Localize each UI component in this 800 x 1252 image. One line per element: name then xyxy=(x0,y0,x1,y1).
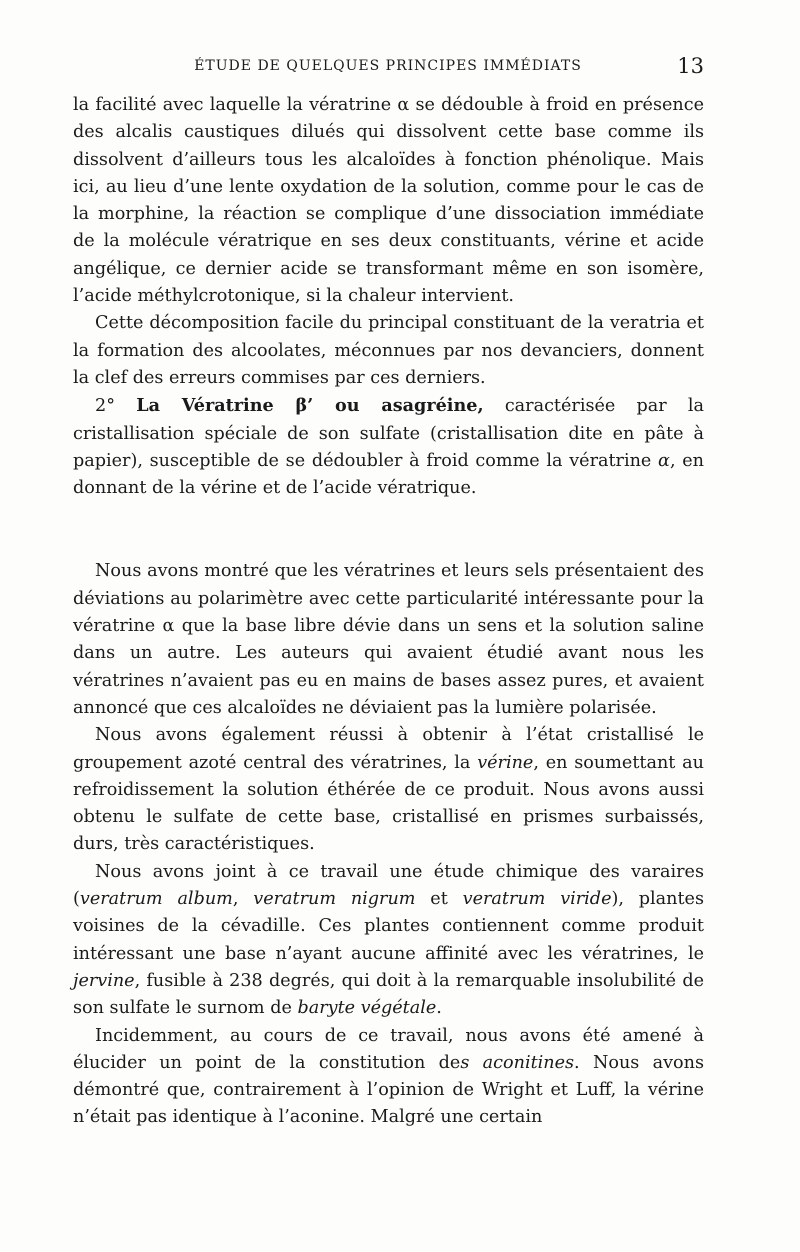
italic-term-baryte: baryte végétale xyxy=(297,998,437,1019)
section-gap xyxy=(73,502,704,558)
text-run: . xyxy=(436,998,442,1019)
paragraph-asagreine xyxy=(73,392,704,502)
text-run: , xyxy=(232,889,254,910)
text-run: et xyxy=(415,889,463,910)
text-run: Nous avons également réussi à obtenir à l’état cristallisé le groupement azoté central des vératrines, la xyxy=(73,725,704,773)
paragraph-aconitines xyxy=(73,1023,704,1132)
text-run: Incidemment, au cours de ce travail, nous avons été amené à élucider un point de la constitution de xyxy=(73,1025,704,1073)
text-run: Nous avons joint à ce travail une étude chimique des varaires ( xyxy=(73,861,704,910)
paragraph-continued: la facilité avec laquelle la vératrine α se dédouble à froid en présence des alcalis caustiques dilués qui dissolvent cette base comme ils dissolvent d’ailleurs tous les alcaloïdes à fonction phénolique. Mais ici, au lieu d’une lente oxydation de la solution, comme pour le cas de la morphine, la réaction se complique d’une dissociation immédiate de la molécule vératrique en ses deux constituants, vérine et acide angélique, ce dernier acide se transformant même en son isomère, l’acide méthylcrotonique, si la chaleur intervient. xyxy=(73,95,704,307)
running-head xyxy=(72,56,704,80)
italic-term-aconitines: s aconitines xyxy=(460,1052,575,1073)
paragraph-decomposition: Cette décomposition facile du principal constituant de la veratria et la formation des alcoolates, méconnues par nos devanciers, donnent la clef des erreurs commises par ces derniers. xyxy=(73,313,704,388)
italic-term-viride: veratrum viride xyxy=(462,889,612,910)
italic-term-album: veratrum album xyxy=(79,889,233,910)
italic-term-jervine: jervine xyxy=(73,970,135,991)
text-run: , en soumettant au refroidissement la solution éthérée de ce produit. Nous avons aussi obtenu le sulfate de cette base, cristallisé en prismes surbaissés, durs, très caractéristiques. xyxy=(73,752,704,855)
italic-term-nigrum: veratrum nigrum xyxy=(253,889,416,910)
running-title: ÉTUDE DE QUELQUES PRINCIPES IMMÉDIATS xyxy=(194,58,582,74)
item-text-a: caractérisée par la cristallisation spéciale de son sulfate (cristallisation dite en pâte à papier), susceptible de se dédoubler à froid comme la vératrine xyxy=(73,396,705,471)
item-number: 2° xyxy=(95,396,115,417)
item-text-b: , en donnant de la vérine et de l’acide vératrique. xyxy=(73,450,704,499)
text-run: . Nous avons démontré que, contrairement à l’opinion de Wright et Luff, la vérine n’était pas identique à l’aconine. Malgré une certain xyxy=(73,1052,704,1128)
italic-term-verine: vérine xyxy=(477,752,534,773)
paragraph-verine xyxy=(73,722,704,858)
text-run: ), plantes voisines de la cévadille. Ces plantes contiennent comme produit intéressant une base n’ayant aucune affinité avec les vératrines, le xyxy=(73,889,704,964)
text-run: , fusible à 238 degrés, qui doit à la remarquable insolubilité de son sulfate le surnom de xyxy=(73,970,704,1019)
item-heading: La Vératrine β’ ou asagréine, xyxy=(136,395,484,417)
alpha-symbol: α xyxy=(658,450,670,471)
body-text xyxy=(73,92,704,1132)
paragraph-varaires xyxy=(73,859,704,1023)
page-number: 13 xyxy=(677,54,704,78)
paragraph-polarimetre: Nous avons montré que les vératrines et leurs sels présentaient des déviations au polarimètre avec cette particularité intéressante pour la vératrine α que la base libre dévie dans un sens et la solution saline dans un autre. Les auteurs qui avaient étudié avant nous les vératrines n’avaient pas eu en mains de bases assez pures, et avaient annoncé que ces alcaloïdes ne déviaient pas la lumière polarisée. xyxy=(73,561,704,718)
